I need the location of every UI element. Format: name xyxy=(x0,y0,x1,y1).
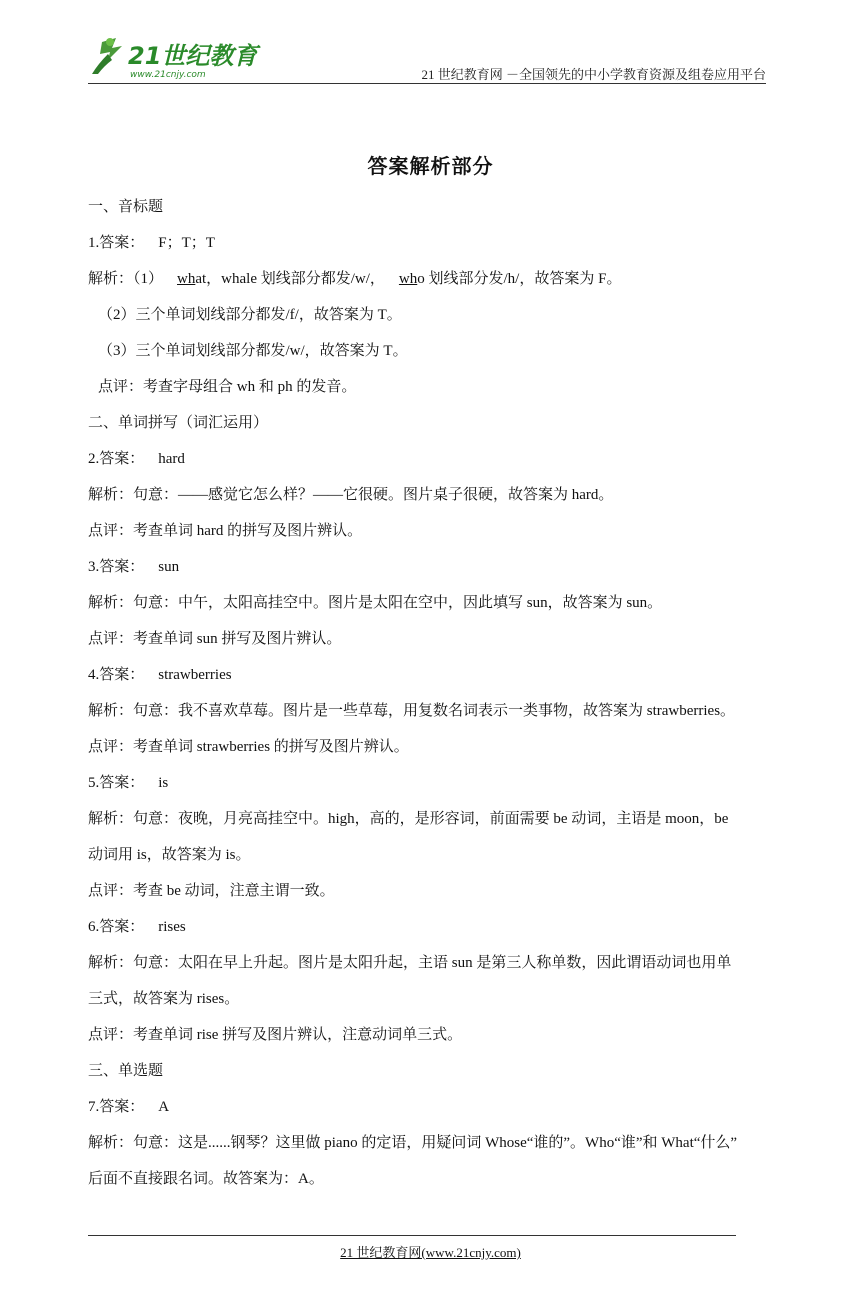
logo-text: 21世纪教育 xyxy=(128,42,258,70)
analysis-line: 后面不直接跟名词。故答案为：A。 xyxy=(88,1171,324,1187)
answer-label: 1.答案： xyxy=(88,235,145,251)
answer-line xyxy=(88,911,778,947)
section-heading: 三、单选题 xyxy=(88,1063,164,1079)
analysis-line: （2）三个单词划线部分都发/f/，故答案为 T。 xyxy=(98,307,402,323)
answer-label: 2.答案： xyxy=(88,451,145,467)
comment-line: 点评：考查单词 hard 的拼写及图片辨认。 xyxy=(88,523,363,539)
answer-label: 3.答案： xyxy=(88,559,145,575)
header-slogan: 21 世纪教育网 －全国领先的中小学教育资源及组卷应用平台 xyxy=(421,67,766,82)
section-heading: 一、音标题 xyxy=(88,199,164,215)
answer-line xyxy=(88,551,778,587)
page-header xyxy=(88,34,766,84)
answer-label: 4.答案： xyxy=(88,667,145,683)
page-title: 答案解析部分 xyxy=(367,154,494,178)
comment-line: 点评：考查单词 sun 拼写及图片辨认。 xyxy=(88,631,342,647)
comment-line: 点评：考查 be 动词，注意主谓一致。 xyxy=(88,883,335,899)
answer-line xyxy=(88,659,778,695)
answer-value: sun xyxy=(158,559,180,575)
analysis-line: 动词用 is，故答案为 is。 xyxy=(88,847,251,863)
underlined-letters: wh xyxy=(177,271,196,287)
analysis-line: （3）三个单词划线部分都发/w/，故答案为 T。 xyxy=(98,343,408,359)
analysis-line: 解析：句意：太阳在早上升起。图片是太阳升起，主语 sun 是第三人称单数，因此谓语动词也用单 xyxy=(88,955,732,971)
answer-value: A xyxy=(158,1099,170,1115)
footer-divider xyxy=(88,1235,736,1236)
comment-line: 点评：考查单词 rise 拼写及图片辨认，注意动词单三式。 xyxy=(88,1027,463,1043)
answer-value: rises xyxy=(158,919,186,935)
answer-content xyxy=(88,191,778,1199)
underlined-letters: wh xyxy=(398,271,418,287)
analysis-line: 解析：句意：——感觉它怎么样？——它很硬。图片桌子很硬，故答案为 hard。 xyxy=(88,487,614,503)
logo-url: www.21cnjy.com xyxy=(130,70,206,80)
analysis-line xyxy=(88,263,778,299)
answer-label: 5.答案： xyxy=(88,775,145,791)
section-heading: 二、单词拼写（词汇运用） xyxy=(88,415,269,431)
answer-value: strawberries xyxy=(158,667,232,683)
answer-value: F；T；T xyxy=(158,235,215,251)
comment-line: 点评：考查字母组合 wh 和 ph 的发音。 xyxy=(98,379,357,395)
answer-value: is xyxy=(158,775,169,791)
analysis-line: 解析：句意：夜晚，月亮高挂空中。high，高的，是形容词，前面需要 be 动词，主语是 moon，be xyxy=(88,811,729,827)
analysis-line: 解析：句意：这是......钢琴？这里做 piano 的定语，用疑问词 Whose“谁的”。Who“谁”和 What“什么” xyxy=(88,1135,738,1151)
answer-line xyxy=(88,443,778,479)
analysis-line: 三式，故答案为 rises。 xyxy=(88,991,240,1007)
site-logo xyxy=(88,34,268,80)
answer-line xyxy=(88,767,778,803)
answer-label: 6.答案： xyxy=(88,919,145,935)
answer-line xyxy=(88,1091,778,1127)
analysis-text: o 划线部分发/h/，故答案为 F。 xyxy=(417,271,622,287)
comment-line: 点评：考查单词 strawberries 的拼写及图片辨认。 xyxy=(88,739,409,755)
header-divider xyxy=(88,83,766,84)
analysis-line: 解析：句意：我不喜欢草莓。图片是一些草莓，用复数名词表示一类事物，故答案为 strawberries。 xyxy=(88,703,736,719)
analysis-line: 解析：句意：中午，太阳高挂空中。图片是太阳在空中，因此填写 sun，故答案为 sun。 xyxy=(88,595,663,611)
answer-value: hard xyxy=(158,451,185,467)
analysis-text: at，whale 划线部分都发/w/， xyxy=(195,271,385,287)
answer-label: 7.答案： xyxy=(88,1099,145,1115)
footer-link[interactable]: 21 世纪教育网(www.21cnjy.com) xyxy=(340,1245,521,1260)
answer-line xyxy=(88,227,778,263)
analysis-prefix: 解析：（1） xyxy=(88,271,164,287)
